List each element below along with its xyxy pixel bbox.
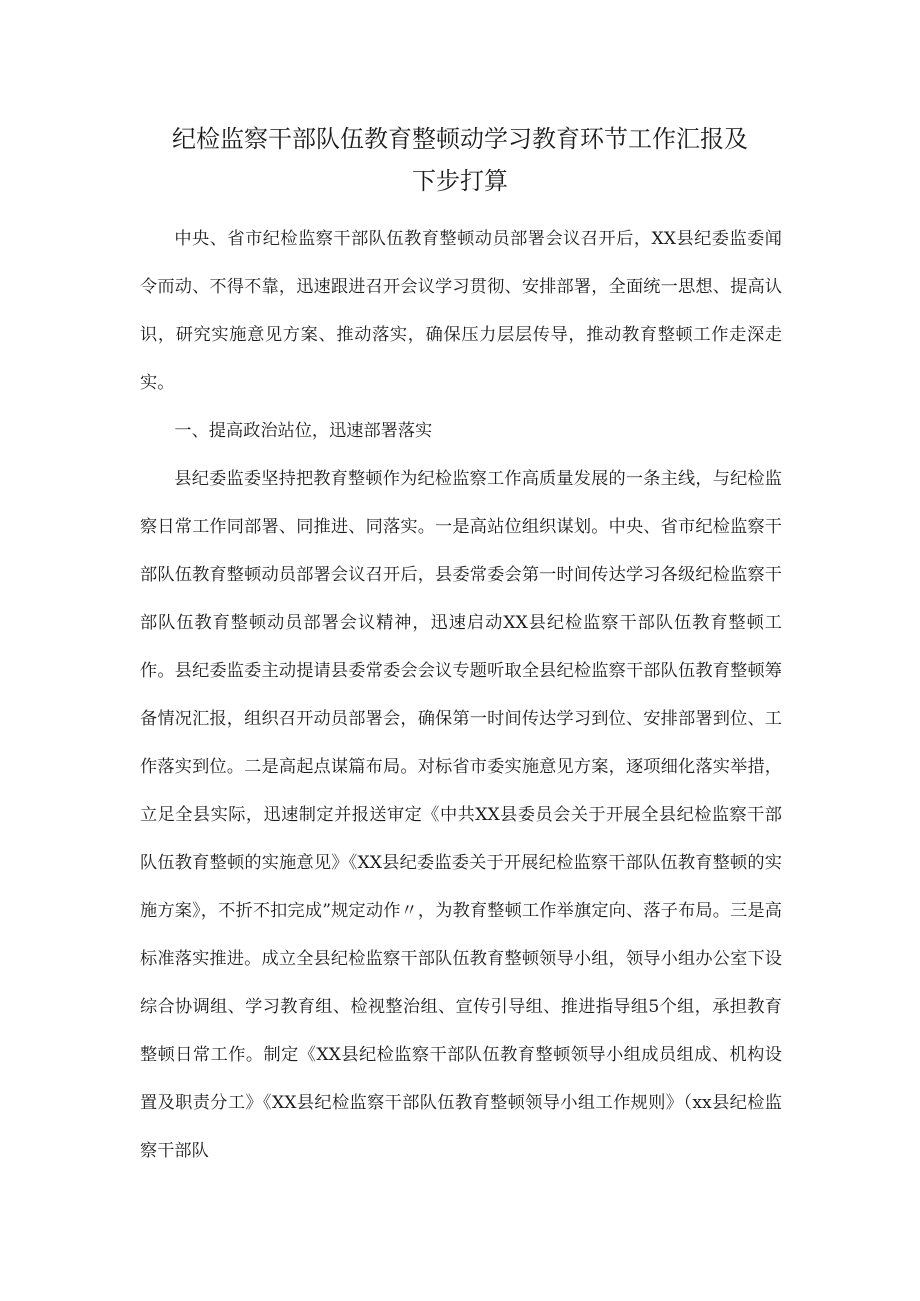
document-title: [140, 118, 780, 202]
title-line-2: 下步打算: [412, 167, 508, 195]
title-line-1: 纪检监察干部队伍教育整顿动学习教育环节工作汇报及: [172, 125, 748, 153]
document-body: [140, 215, 782, 1175]
section-heading-1: 一、提高政治站位，迅速部署落实: [174, 421, 433, 441]
section-1-paragraph: 县纪委监委坚持把教育整顿作为纪检监察工作高质量发展的一条主线，与纪检监察日常工作同部署、同推进、同落实。一是高站位组织谋划。中央、省市纪检监察干部队伍教育整顿动员部署会议召开后，县委常委会第一时间传达学习各级纪检监察干部队伍教育整顿动员部署会议精神，迅速启动XX县纪检监察干部队伍教育整顿工作。县纪委监委主动提请县委常委会会议专题听取全县纪检监察干部队伍教育整顿筹备情况汇报，组织召开动员部署会，确保第一时间传达学习到位、安排部署到位、工作落实到位。二是高起点谋篇布局。对标省市委实施意见方案，逐项细化落实举措，立足全县实际，迅速制定并报送审定《中共XX县委员会关于开展全县纪检监察干部队伍教育整顿的实施意见》《XX县纪委监委关于开展纪检监察干部队伍教育整顿的实施方案》，不折不扣完成”规定动作〃，为教育整顿工作举旗定向、落子布局。三是高标准落实推进。成立全县纪检监察干部队伍教育整顿领导小组，领导小组办公室下设综合协调组、学习教育组、检视整治组、宣传引导组、推进指导组5个组，承担教育整顿日常工作。制定《XX县纪检监察干部队伍教育整顿领导小组成员组成、机构设置及职责分工》《XX县纪检监察干部队伍教育整顿领导小组工作规则》（xx县纪检监察干部队: [140, 469, 782, 1161]
intro-paragraph: 中央、省市纪检监察干部队伍教育整顿动员部署会议召开后，XX县纪委监委闻令而动、不得不靠，迅速跟进召开会议学习贯彻、安排部署，全面统一思想、提高认识，研究实施意见方案、推动落实，确保压力层层传导，推动教育整顿工作走深走实。: [140, 229, 782, 393]
